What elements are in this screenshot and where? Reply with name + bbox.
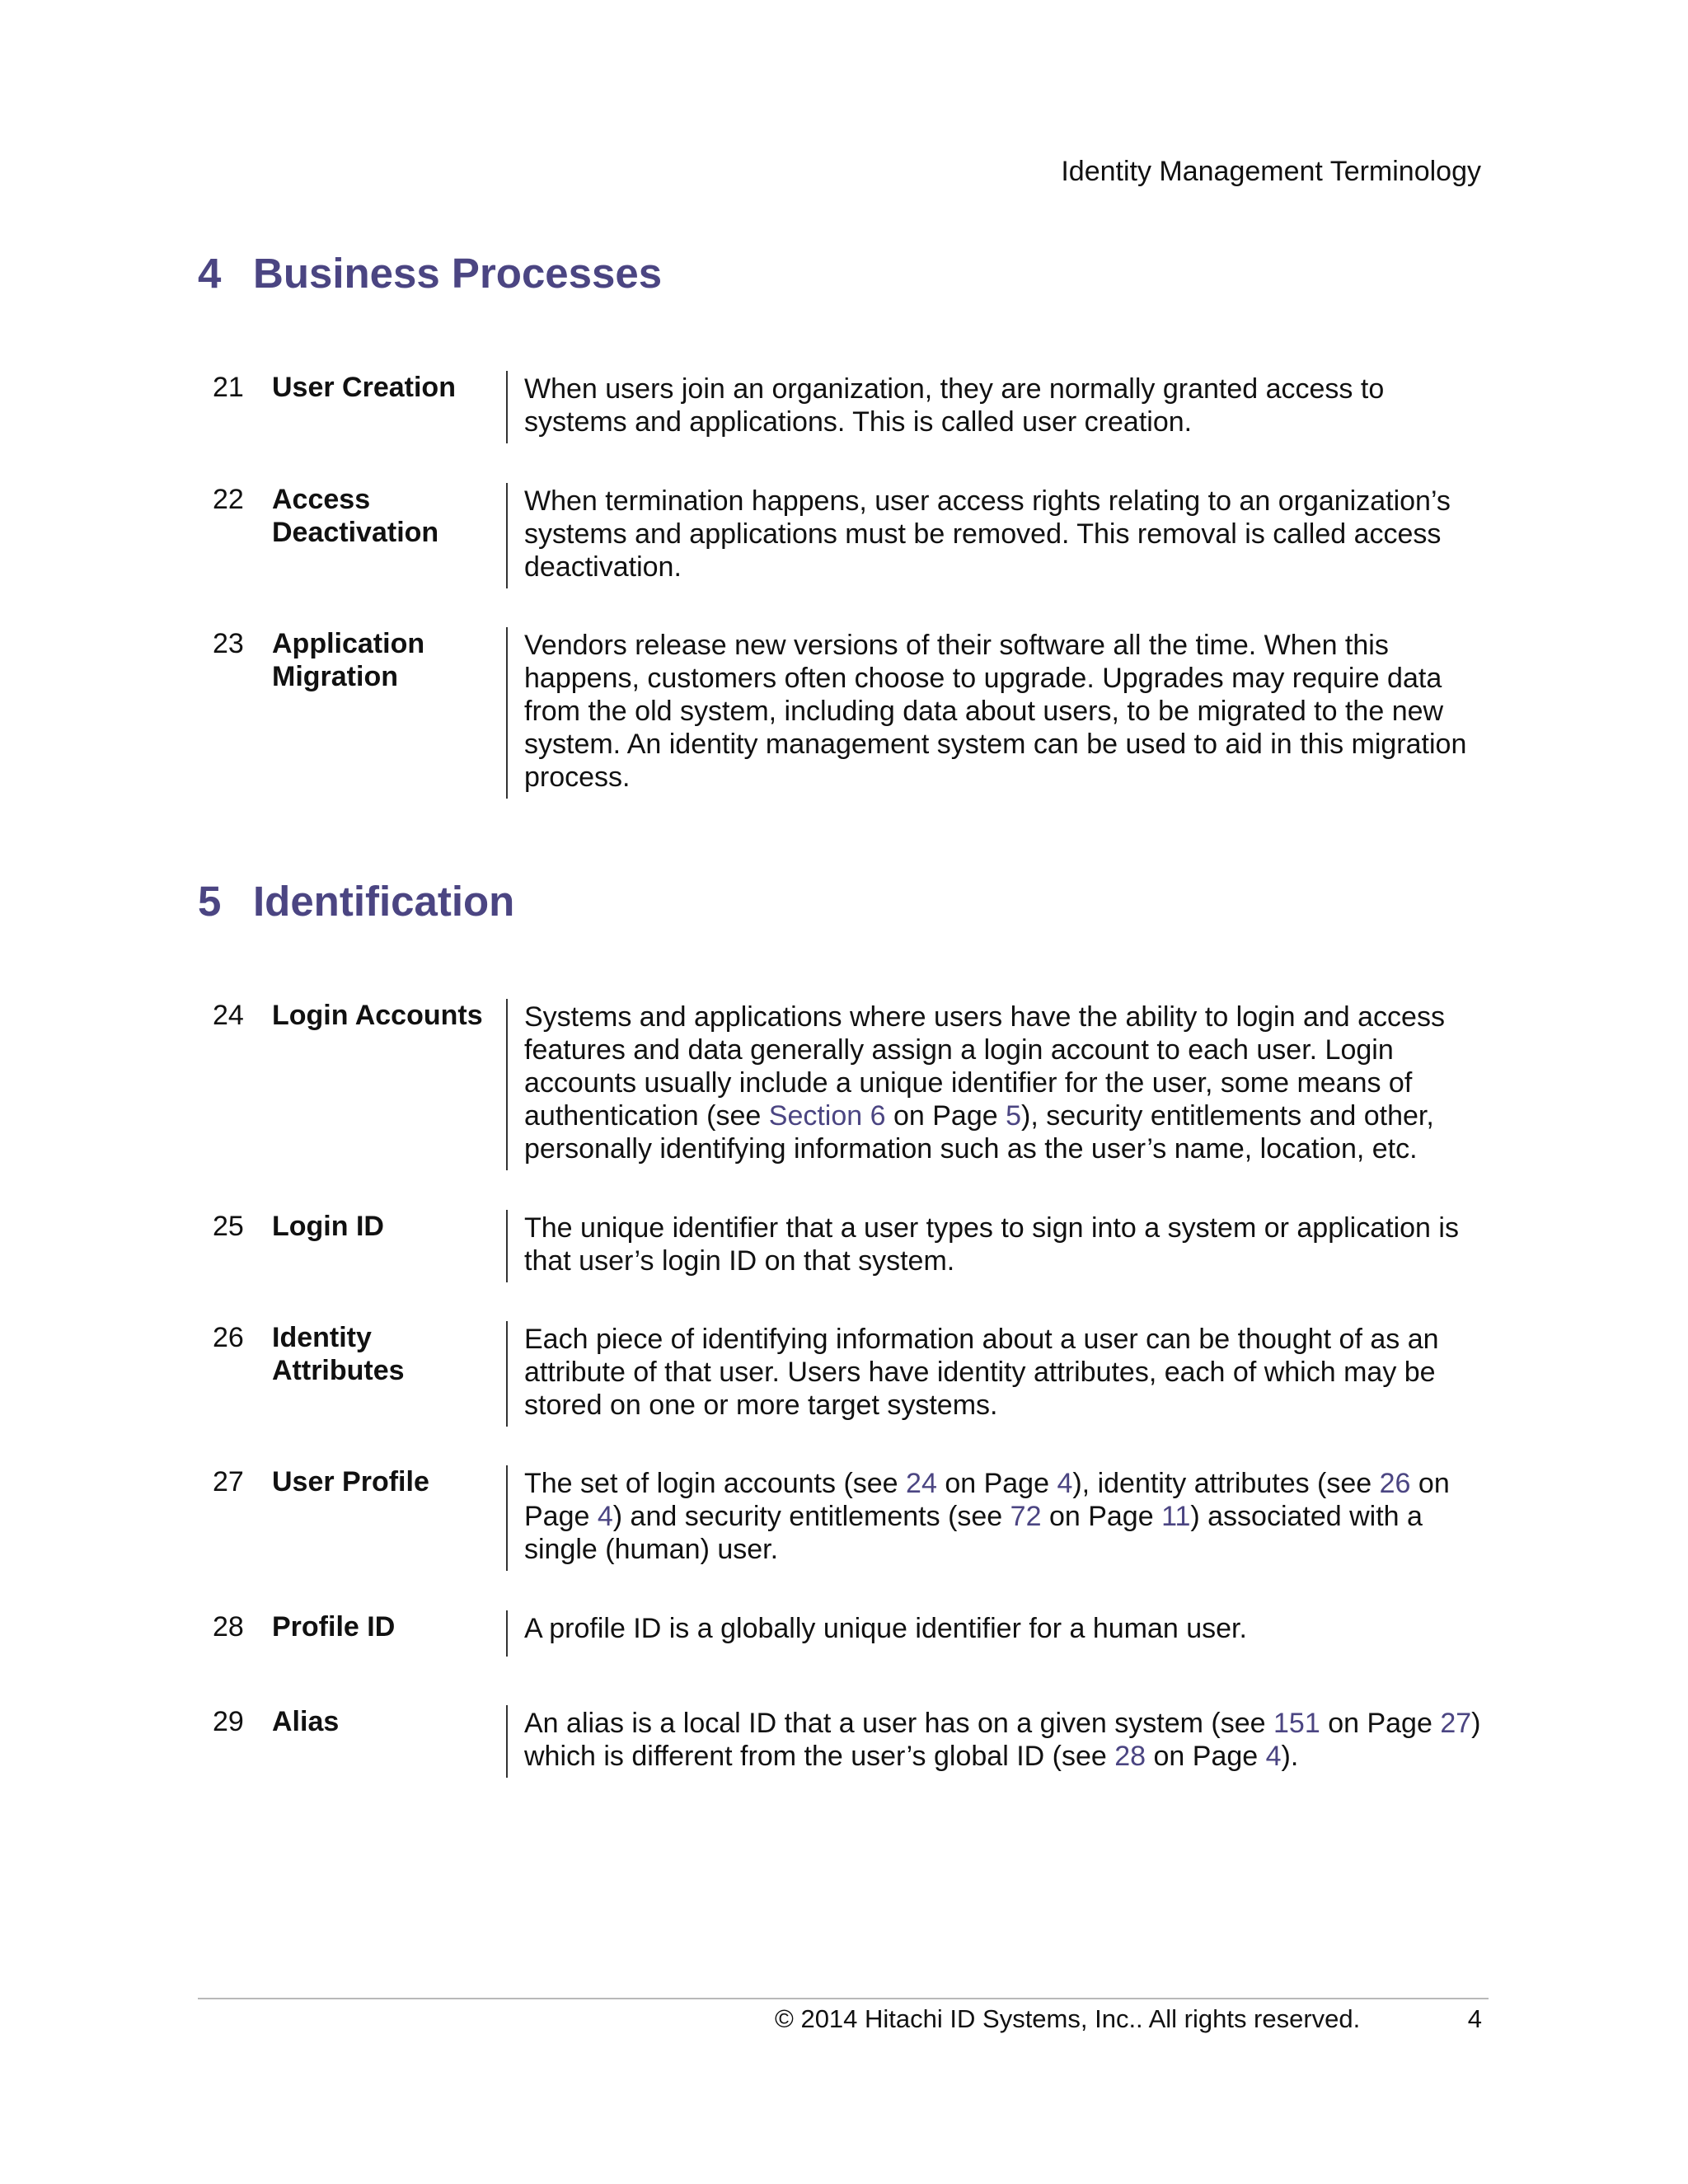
term-number: 23 xyxy=(213,628,244,659)
cross-reference-link[interactable]: 4 xyxy=(1265,1741,1282,1772)
section-number: 4 xyxy=(198,250,222,297)
term-name: Application Migration xyxy=(272,628,425,692)
section-heading-business-processes xyxy=(198,247,662,300)
term-definition xyxy=(506,1705,1489,1778)
term-name: Profile ID xyxy=(272,1611,396,1643)
definition-text: When users join an organization, they are normally granted access to systems and applications. This is called user creation. xyxy=(524,373,1385,438)
term-entry xyxy=(198,371,1489,483)
cross-reference-link[interactable]: 26 xyxy=(1379,1468,1411,1499)
definition-text: ) associated with a single (human) user. xyxy=(524,1501,1423,1565)
cross-reference-link[interactable]: 27 xyxy=(1440,1708,1472,1739)
cross-reference-link[interactable]: Section 6 xyxy=(768,1100,886,1132)
definition-text: Vendors release new versions of their software all the time. When this happens, customers often choose to upgrade. Upgrades may require data from the old system, including data about users, to be migrated to the new system. An identity management system can be used to aid in this migration process. xyxy=(524,630,1467,793)
term-list xyxy=(198,999,1489,1778)
term-number: 22 xyxy=(213,484,244,515)
section-title: Identification xyxy=(253,878,515,925)
term-definition xyxy=(506,1465,1489,1571)
term-definition xyxy=(506,1210,1489,1282)
definition-text: ) and security entitlements (see xyxy=(612,1501,1010,1532)
cross-reference-link[interactable]: 72 xyxy=(1010,1501,1042,1532)
definition-text: A profile ID is a globally unique identifier for a human user. xyxy=(524,1613,1247,1644)
term-entry xyxy=(198,1705,1489,1778)
term-name: User Profile xyxy=(272,1466,429,1497)
term-definition xyxy=(506,483,1489,588)
term-entry xyxy=(198,1610,1489,1705)
term-name: Access Deactivation xyxy=(272,484,439,548)
definition-text: on Page xyxy=(1146,1741,1266,1772)
term-definition xyxy=(506,371,1489,443)
definition-text: Systems and applications where users have the ability to login and access features and data generally assign a login account to each user. Login accounts usually include a unique identifier for the user, some means of authentication (see xyxy=(524,1001,1445,1132)
cross-reference-link[interactable]: 151 xyxy=(1273,1708,1320,1739)
term-name: Identity Attributes xyxy=(272,1322,405,1386)
term-number: 24 xyxy=(213,1000,244,1031)
definition-text: When termination happens, user access rights relating to an organization’s systems and applications must be removed. This removal is called access deactivation. xyxy=(524,485,1451,583)
definition-text: ). xyxy=(1281,1741,1299,1772)
term-entry xyxy=(198,483,1489,627)
term-number: 29 xyxy=(213,1706,244,1737)
term-definition xyxy=(506,999,1489,1170)
cross-reference-link[interactable]: 4 xyxy=(597,1501,613,1532)
term-number: 26 xyxy=(213,1322,244,1353)
term-name: Login Accounts xyxy=(272,1000,483,1031)
term-entry xyxy=(198,999,1489,1210)
term-entry xyxy=(198,1210,1489,1321)
definition-text: ), identity attributes (see xyxy=(1072,1468,1380,1499)
definition-text: on Page xyxy=(524,1468,1450,1532)
term-entry xyxy=(198,1321,1489,1465)
definition-text: on Page xyxy=(1320,1708,1441,1739)
definition-text: ), security entitlements and other, personally identifying information such as the user’s name, location, etc. xyxy=(524,1100,1434,1165)
term-definition xyxy=(506,1321,1489,1427)
cross-reference-link[interactable]: 5 xyxy=(1006,1100,1022,1132)
term-number: 28 xyxy=(213,1611,244,1643)
footer-divider xyxy=(198,1998,1489,1999)
cross-reference-link[interactable]: 28 xyxy=(1114,1741,1146,1772)
section-number: 5 xyxy=(198,878,222,925)
footer-copyright: © 2014 Hitachi ID Systems, Inc.. All rights reserved. xyxy=(775,2004,1361,2033)
term-name: User Creation xyxy=(272,372,456,403)
term-entry xyxy=(198,1465,1489,1610)
term-name: Alias xyxy=(272,1706,340,1737)
definition-text: An alias is a local ID that a user has on a given system (see xyxy=(524,1708,1274,1739)
running-header: Identity Management Terminology xyxy=(1061,156,1481,187)
page-number: 4 xyxy=(1467,2004,1482,2033)
term-name: Login ID xyxy=(272,1211,384,1242)
definition-text: Each piece of identifying information about a user can be thought of as an attribute of that user. Users have identity attributes, each of which may be stored on one or more target systems. xyxy=(524,1324,1439,1421)
definition-text: on Page xyxy=(1041,1501,1162,1532)
term-number: 27 xyxy=(213,1466,244,1497)
definition-text: The unique identifier that a user types to sign into a system or application is that user’s login ID on that system. xyxy=(524,1212,1459,1277)
term-definition xyxy=(506,627,1489,799)
term-definition xyxy=(506,1610,1489,1657)
definition-text: on Page xyxy=(885,1100,1006,1132)
term-number: 21 xyxy=(213,372,244,403)
definition-text: The set of login accounts (see xyxy=(524,1468,907,1499)
definition-text: ) which is different from the user’s global ID (see xyxy=(524,1708,1481,1772)
definition-text: on Page xyxy=(936,1468,1057,1499)
cross-reference-link[interactable]: 4 xyxy=(1057,1468,1073,1499)
cross-reference-link[interactable]: 11 xyxy=(1161,1501,1191,1532)
term-entry xyxy=(198,627,1489,799)
section-title: Business Processes xyxy=(253,250,663,297)
term-list xyxy=(198,371,1489,799)
cross-reference-link[interactable]: 24 xyxy=(906,1468,937,1499)
term-number: 25 xyxy=(213,1211,244,1242)
section-heading-identification xyxy=(198,875,514,928)
